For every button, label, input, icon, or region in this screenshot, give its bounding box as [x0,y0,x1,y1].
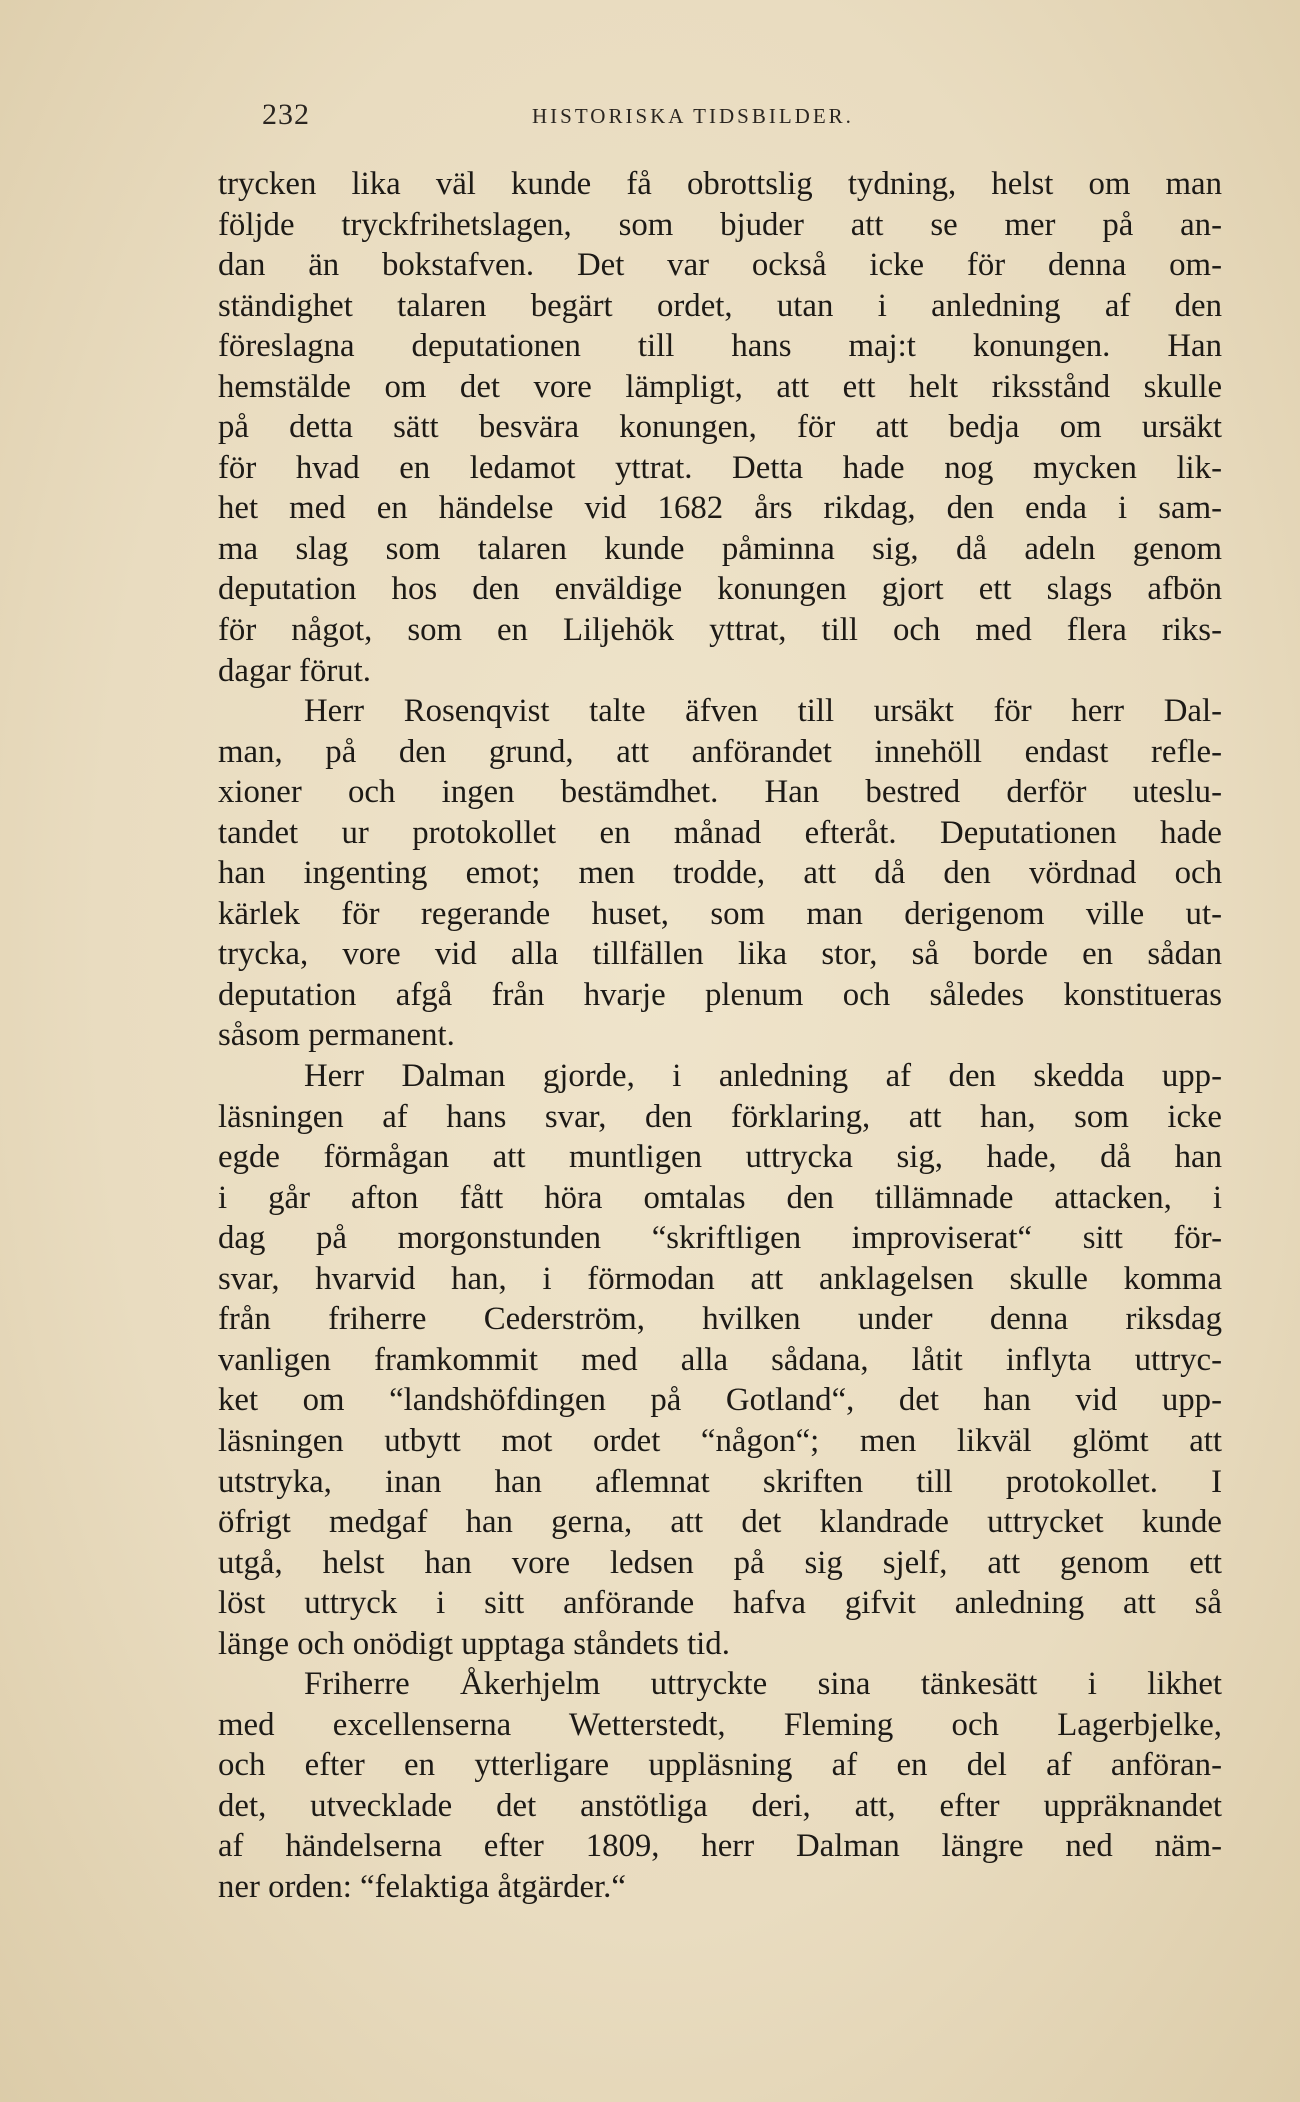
text-line: utstryka, inan han aflemnat skriften till protokollet. I [218,1463,1222,1500]
text-line: dagar förut. [218,652,371,689]
text-line: deputation afgå från hvarje plenum och således konstitueras [218,976,1222,1013]
text-line: ner orden: “felaktiga åtgärder.“ [218,1868,626,1905]
text-line: dag på morgonstunden “skriftligen improviserat“ sitt för- [218,1220,1222,1257]
text-line: vanligen framkommit med alla sådana, låtit inflyta uttryc- [218,1341,1222,1378]
text-line: läsningen af hans svar, den förklaring, att han, som icke [218,1098,1222,1135]
text-line: länge och onödigt upptaga ståndets tid. [218,1625,730,1662]
text-line: kärlek för regerande huset, som man derigenom ville ut- [218,895,1222,932]
body-text [218,164,1222,1908]
text-line: utgå, helst han vore ledsen på sig sjelf, att genom ett [218,1544,1222,1581]
text-line: läsningen utbytt mot ordet “någon“; men likväl glömt att [218,1422,1222,1459]
text-line: med excellenserna Wetterstedt, Fleming och Lagerbjelke, [218,1706,1222,1743]
text-line: från friherre Cederström, hvilken under denna riksdag [218,1301,1222,1338]
text-line: ma slag som talaren kunde påminna sig, då adeln genom [218,530,1222,567]
text-line: såsom permanent. [218,1017,455,1054]
running-title: HISTORISKA TIDSBILDER. [532,104,854,128]
text-line: Herr Rosenqvist talte äfven till ursäkt för herr Dal- [304,693,1222,730]
text-line: af händelserna efter 1809, herr Dalman längre ned näm- [218,1828,1222,1865]
page-number: 232 [262,98,310,131]
text-line: Friherre Åkerhjelm uttryckte sina tänkesätt i likhet [304,1666,1222,1703]
text-line: tandet ur protokollet en månad efteråt. Deputationen hade [218,814,1222,851]
text-line: och efter en ytterligare uppläsning af en del af anföran- [218,1747,1222,1784]
text-line: het med en händelse vid 1682 års rikdag, den enda i sam- [218,490,1222,527]
text-line: svar, hvarvid han, i förmodan att anklagelsen skulle komma [218,1260,1222,1297]
text-line: man, på den grund, att anförandet innehöll endast refle- [218,733,1222,770]
text-line: trycken lika väl kunde få obrottslig tydning, helst om man [218,166,1222,202]
text-line: följde tryckfrihetslagen, som bjuder att se mer på an- [218,206,1222,243]
text-line: trycka, vore vid alla tillfällen lika stor, så borde en sådan [218,936,1222,973]
text-line: hemstälde om det vore lämpligt, att ett helt riksstånd skulle [218,368,1222,405]
text-line: egde förmågan att muntligen uttrycka sig, hade, då han [218,1139,1222,1176]
text-line: på detta sätt besvära konungen, för att bedja om ursäkt [218,409,1222,446]
text-line: för något, som en Liljehök yttrat, till och med flera riks- [218,612,1222,649]
text-line: Herr Dalman gjorde, i anledning af den skedda upp- [304,1058,1222,1095]
text-line: xioner och ingen bestämdhet. Han bestred derför uteslu- [218,774,1222,811]
text-line: ständighet talaren begärt ordet, utan i anledning af den [218,287,1222,324]
text-line: dan än bokstafven. Det var också icke för denna om- [218,247,1222,284]
text-line: i går afton fått höra omtalas den tillämnade attacken, i [218,1179,1222,1216]
text-line: deputation hos den enväldige konungen gjort ett slags afbön [218,571,1222,608]
text-line: det, utvecklade det anstötliga deri, att, efter uppräknandet [218,1787,1222,1824]
text-line: föreslagna deputationen till hans maj:t konungen. Han [218,328,1222,365]
text-line: han ingenting emot; men trodde, att då den vördnad och [218,855,1222,892]
text-line: ket om “landshöfdingen på Gotland“, det han vid upp- [218,1382,1222,1419]
text-line: öfrigt medgaf han gerna, att det klandrade uttrycket kunde [218,1504,1222,1541]
text-line: för hvad en ledamot yttrat. Detta hade nog mycken lik- [218,449,1222,486]
text-line: löst uttryck i sitt anförande hafva gifvit anledning att så [218,1585,1222,1622]
page-header [262,98,962,134]
